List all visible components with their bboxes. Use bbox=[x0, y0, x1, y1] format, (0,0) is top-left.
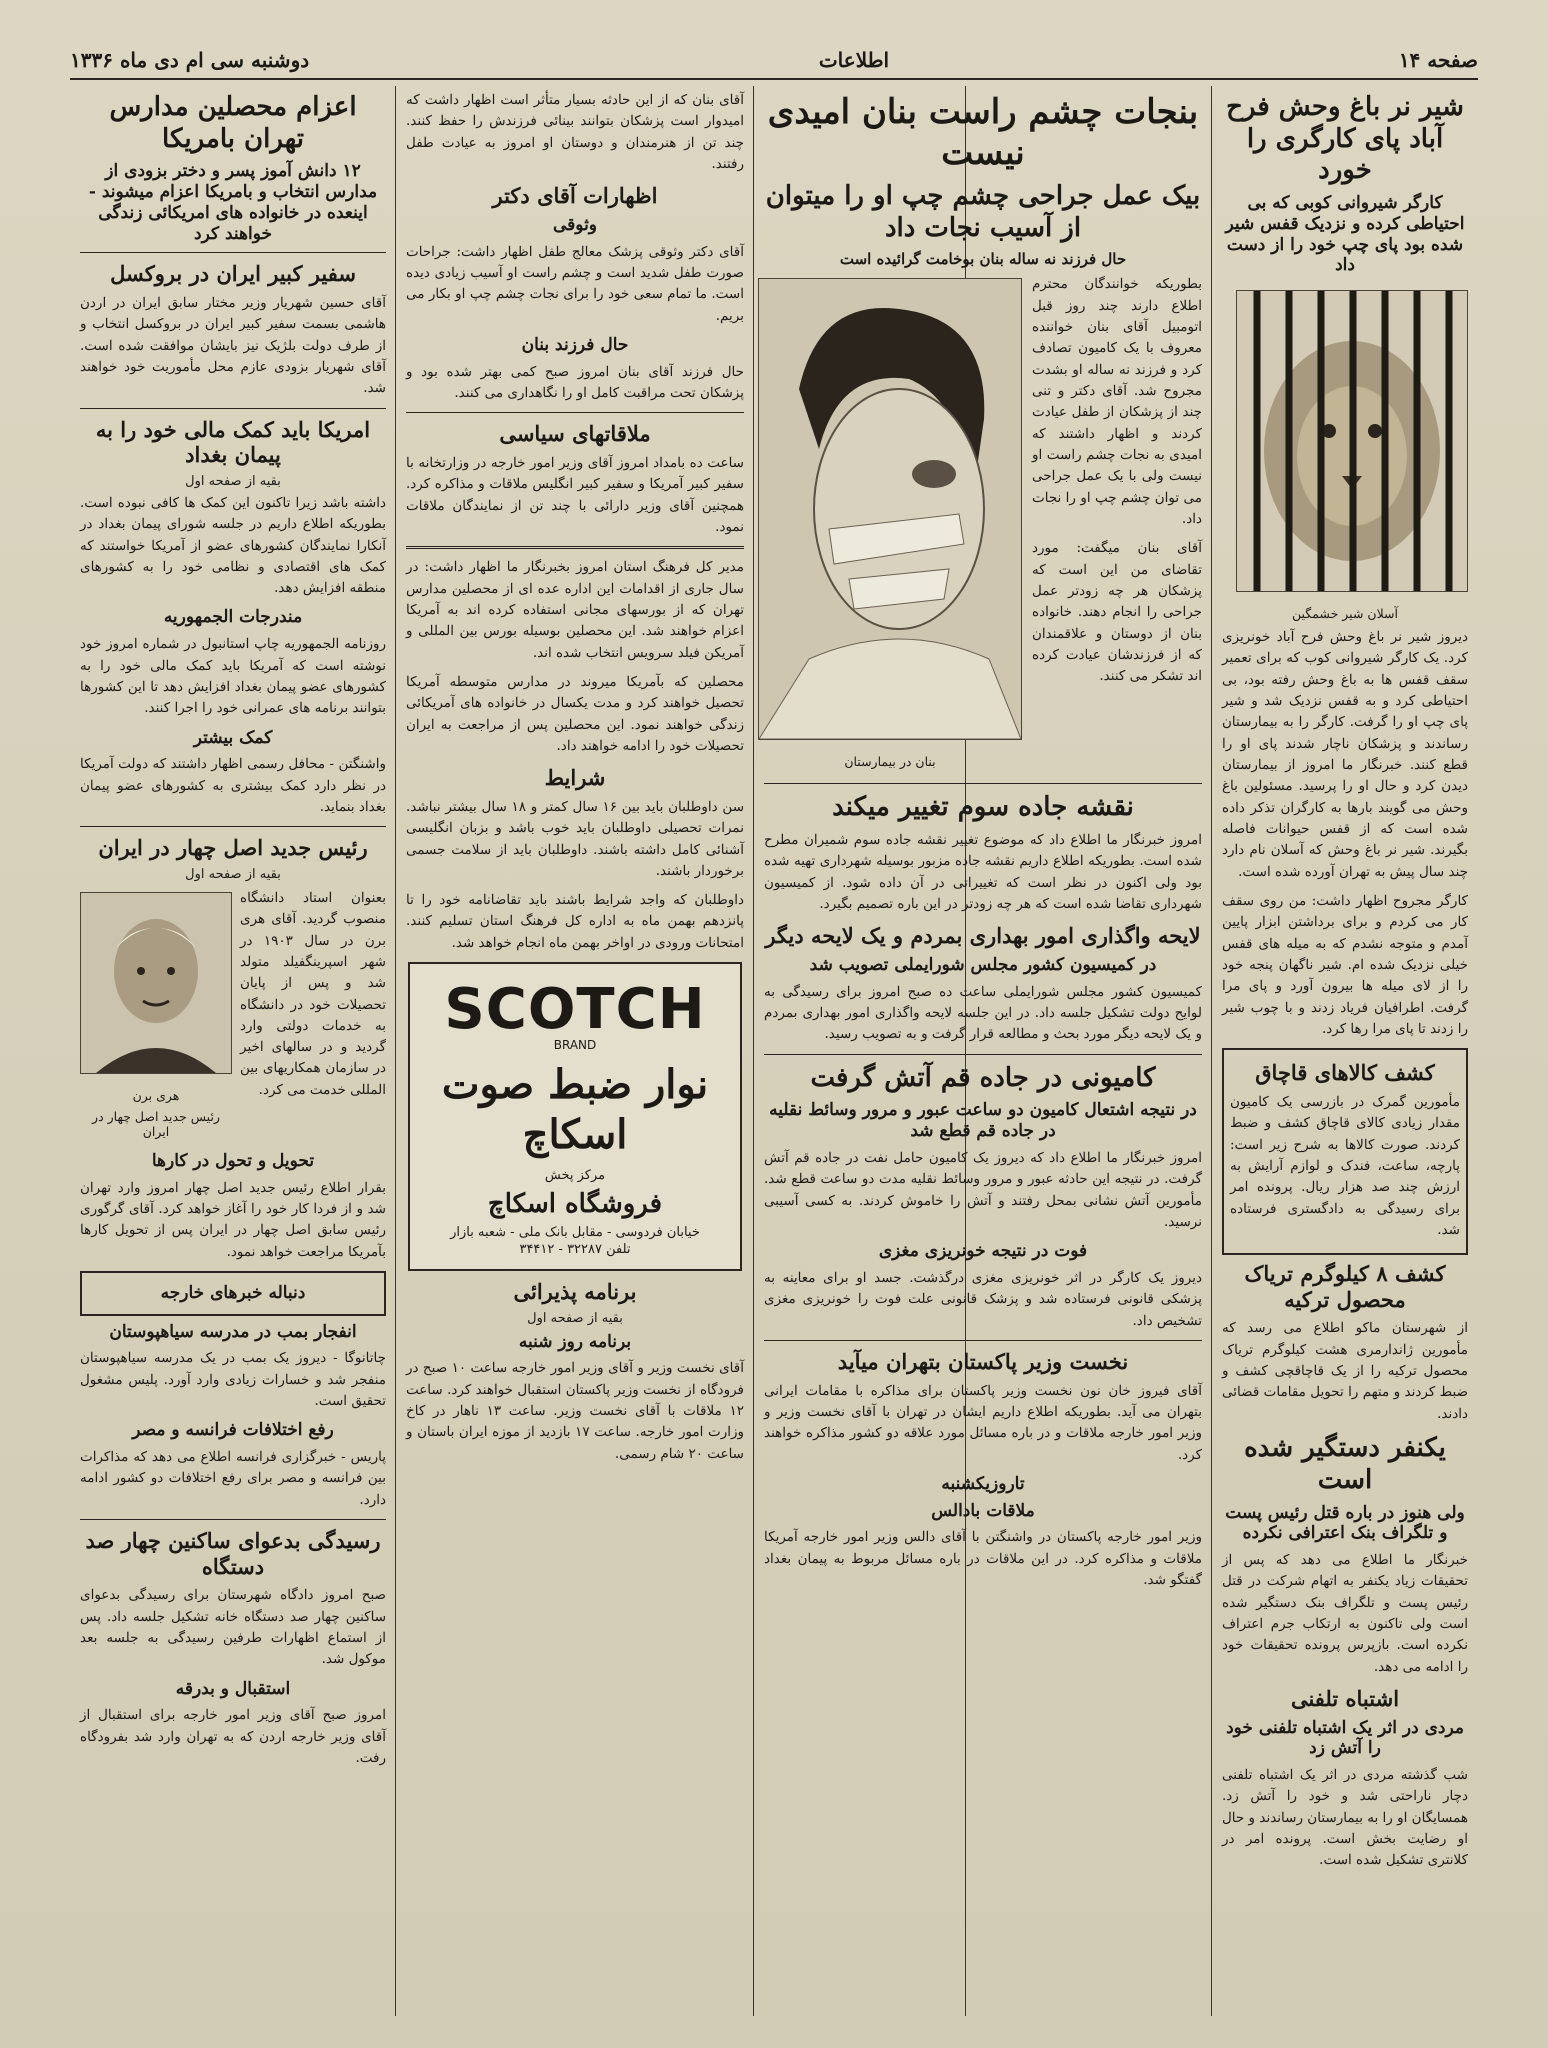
meetings-body: وزیر امور خارجه پاکستان در واشنگتن با آقای دالس وزیر امور خارجه آمریکا ملاقات و مذاکره کرد. در این ملاقات در باره مسائل مربوط به پیمان بغداد گفتگو شد. bbox=[764, 1529, 1202, 1588]
program-sub: بقیه از صفحه اول bbox=[527, 1310, 623, 1326]
reception-headline: تاروزیکشنبه bbox=[941, 1473, 1025, 1494]
smuggling-box bbox=[1222, 1048, 1468, 1255]
point-four-photo-wrap bbox=[80, 884, 232, 1145]
foreign-news-headline: دنباله خبرهای خارجه bbox=[160, 1282, 306, 1303]
harry-brown-caption-2: رئیس جدید اصل چهار در ایران bbox=[92, 1108, 220, 1139]
column-right-center bbox=[396, 86, 754, 2016]
divider bbox=[80, 826, 386, 827]
arrest-headline: یکنفر دستگیر شده است bbox=[1244, 1433, 1446, 1495]
students-subheadline: ۱۲ دانش آموز پسر و دختر بزودی از مدارس انتخاب و بامریکا اعزام میشوند - اینعده در خانواده های امریکائی زندگی خواهند کرد bbox=[88, 161, 378, 244]
fire-subheadline: در نتیجه اشتعال کامیون دو ساعت عبور و مرور وسائط نقلیه در جاده قم قطع شد bbox=[769, 1100, 1197, 1142]
column-lion-story bbox=[1212, 86, 1478, 2016]
divider bbox=[406, 412, 744, 413]
paper-name: اطلاعات bbox=[818, 48, 890, 72]
baghdad-sub: بقیه از صفحه اول bbox=[185, 473, 281, 489]
fire-headline: کامیونی در جاده قم آتش گرفت bbox=[810, 1062, 1156, 1093]
smuggling-headline: کشف کالاهای قاچاق bbox=[1255, 1060, 1435, 1086]
doctor-headline-2: وثوقی bbox=[552, 214, 598, 235]
banan-kicker: حال فرزند نه ساله بنان بوخامت گرائیده است bbox=[839, 250, 1127, 269]
point-four-text bbox=[240, 884, 386, 1145]
point-four-body: بعنوان استاد دانشگاه منصوب گردید. آقای هری برن در سال ۱۹۰۳ در شهر اسپرینگفیلد متولد شد و پس از پایان تحصیلات خود در دانشگاه به خدمات دولتی وارد گردید و در سالهای اخیر در سازمان همکاریهای بین المللی خدمت می کرد. bbox=[240, 889, 386, 1098]
roads-body: امروز خبرنگار ما اطلاع داد که موضوع تغییر نقشه جاده سوم شمیران مطرح شده است. بطوریکه اطلاع داریم نقشه جاده مزبور بوسیله شهرداری تهیه شده بود ولی اکنون در نظر است که تغییراتی در آن داده شود. از کمیسیون شهرداری تقاضا شده است که هر چه زودتر در این باره تصمیم بگیرد. bbox=[764, 832, 1202, 913]
doctor-headline: اظهارات آقای دکتر bbox=[492, 183, 658, 209]
divider bbox=[80, 252, 386, 253]
banan-subheadline: بیک عمل جراحی چشم چپ او را میتوان از آسیب نجات داد bbox=[765, 180, 1201, 243]
roads-headline: نقشه جاده سوم تغییر میکند bbox=[832, 792, 1134, 823]
arrest-subheadline: ولی هنوز در باره قتل رئیس پست و تلگراف بنک اعترافی نکرده bbox=[1225, 1502, 1465, 1544]
arrest-body: خبرنگار ما اطلاع می دهد که پس از تحقیقات زیاد یکنفر به اتهام شرکت در قتل رئیس پست و تلگراف بنک دستگیر شده است ولی تاکنون به ارتکاب جرم اعتراف نکرده است. بازپرس پرونده تحقیقات خود را ادامه می دهد. bbox=[1222, 1552, 1468, 1675]
banan-photo-wrap bbox=[758, 270, 1022, 775]
ambassador-body: آقای حسین شهریار وزیر مختار سابق ایران در اردن هاشمی بسمت سفیر کبیر ایران در بروکسل انتخاب و از طرف دولت بلژیک نیز بایشان موافقت شده است. آقای شهریار بزودی عازم محل مأموریت خود خواهند شد. bbox=[80, 294, 386, 397]
harry-brown-photo bbox=[80, 892, 232, 1074]
ad-distribution: مرکز پخش bbox=[544, 1168, 606, 1184]
child-headline: حال فرزند بنان bbox=[521, 334, 629, 355]
fire-body: امروز خبرنگار ما اطلاع داد که دیروز یک کامیون حامل نفت در جاده قم آتش گرفت. در نتیجه این حادثه عبور و مرور وسائط نقلیه مدت دو ساعت قطع شد. مأمورین آتش نشانی بمحل رفتند و آتش را خاموش کردند. به کسی آسیبی نرسید. bbox=[764, 1149, 1202, 1230]
rules-body-2: داوطلبان که واجد شرایط باشند باید تقاضانامه خود را تا پانزدهم بهمن ماه به اداره کل فرهنگ استان تسلیم کنند. امتحانات ورودی در اواخر بهمن ماه انجام خواهد شد. bbox=[406, 892, 744, 951]
divider bbox=[764, 1340, 1202, 1341]
ad-brand: BRAND bbox=[553, 1038, 597, 1053]
court-body: صبح امروز دادگاه شهرستان برای رسیدگی بدعوای ساکنین چهار صد دستگاه خانه تشکیل جلسه داد. پس از استماع اظهارات طرفین رسیدگی به جلسه بعد موکول شد. bbox=[80, 1587, 386, 1668]
banan-top-block bbox=[764, 270, 1202, 775]
transfers-body: بقرار اطلاع رئیس جدید اصل چهار امروز وارد تهران شد و از فردا کار خود را آغاز خواهد کرد. آقای گرگوری رئیس سابق اصل چهار در ایران پس از تحویل کارها بآمریکا مراجعت خواهد نمود. bbox=[80, 1179, 386, 1260]
baghdad-headline: امریکا باید کمک مالی خود را به پیمان بغداد bbox=[95, 416, 371, 468]
divider bbox=[80, 1519, 386, 1520]
lion-photo bbox=[1236, 290, 1468, 592]
rules-body: سن داوطلبان باید بین ۱۶ سال کمتر و ۱۸ سال بیشتر نباشد. نمرات تحصیلی داوطلبان باید خوب باشد و بزبان انگلیسی آشنائی کامل داشته باشند. داوطلبان باید از سلامت جسمی برخوردار باشند. bbox=[406, 798, 744, 879]
contents-headline: مندرجات الجمهوریه bbox=[163, 607, 303, 628]
opium-headline: کشف ۸ کیلوگرم تریاک محصول ترکیه bbox=[1244, 1261, 1446, 1312]
harry-brown-caption: هری برن bbox=[132, 1087, 180, 1103]
lion-body-2: کارگر مجروح اظهار داشت: من روی سقف کار می کردم و برای برداشتن ابزار پایین آمدم و متوجه نشدم که به میله های قفس خیلی نزدیک شده ام. شیر ناگهان پنجه خود را از لای میله ها بیرون آورد و پای مرا گرفت. اطرافیان فریاد زدند و با چوب شیر را زدند تا پای مرا رها کرد. bbox=[1222, 893, 1468, 1037]
ad-address: خیابان فردوسی - مقابل بانک ملی - شعبه بازار bbox=[450, 1225, 700, 1241]
program-label: برنامه روز شنبه bbox=[518, 1331, 632, 1352]
contents-body: روزنامه الجمهوریه چاپ استانبول در شماره امروز خود نوشته است که آمریکا باید کمک مالی خود را به کشورهای عضو پیمان بغداد افزایش دهد تا این کشورها بتوانند برنامه های عمرانی خود را اجرا کنند. bbox=[80, 636, 386, 717]
banan-body-top: بطوریکه خوانندگان محترم اطلاع دارند چند روز قبل اتومبیل آقای بنان خواننده معروف با یک کامیون تصادف کرد و فرزند نه ساله او بشدت مجروح شد. آقای دکتر و تنی چند از پزشکان از طفل عیادت کردند و اظهار داشتند که امیدی به نجات چشم راست او نیست ولی با یک عمل جراحی می توان چشم چپ او را نجات داد. bbox=[1032, 276, 1202, 527]
banan-child-photo bbox=[758, 278, 1022, 740]
divider bbox=[764, 783, 1202, 784]
death-headline: فوت در نتیجه خونریزی مغزی bbox=[878, 1241, 1088, 1262]
pm-headline: نخست وزیر پاکستان بتهران میآید bbox=[837, 1348, 1129, 1374]
point-four-sub: بقیه از صفحه اول bbox=[185, 866, 281, 882]
banan-photo-caption: بنان در بیمارستان bbox=[844, 754, 936, 770]
law-body: کمیسیون کشور مجلس شورایملی ساعت ده صبح امروز برای رسیدگی به لوایح دولت تشکیل جلسه داد. در این جلسه لایحه واگذاری امور بهداری بمردم و یک لایحه دیگر مورد بحث و مطالعه قرار گرفت و به تصویب رسید. bbox=[764, 983, 1202, 1043]
lion-photo-caption: آسلان شیر خشمگین bbox=[1292, 606, 1398, 622]
ad-phone: تلفن ۳۲۲۸۷ - ۳۴۴۱۲ bbox=[519, 1242, 631, 1258]
divider bbox=[406, 546, 744, 549]
rules-headline: شرایط bbox=[544, 765, 606, 791]
divider bbox=[80, 408, 386, 409]
banan-body-continued: آقای بنان که از این حادثه بسیار متأثر است اظهار داشت که امیدوار است پزشکان بتوانند بینائی فرزندش را حفظ کنند. چند تن از هنرمندان و دوستان او امروز به عیادت طفل رفتند. bbox=[406, 92, 744, 172]
welcome-body: امروز صبح آقای وزیر امور خارجه برای استقبال از آقای وزیر خارجه اردن که به تهران وارد شد بفرودگاه رفت. bbox=[80, 1707, 386, 1766]
political-meetings-body: ساعت ده بامداد امروز آقای وزیر امور خارجه در وزارتخانه با سفیر کبیر آمریکا و سفیر کبیر انگلیس ملاقات و مذاکره کرد. همچنین آقای وزیر دارائی با چند تن از نمایندگان ملاقات نمود. bbox=[406, 454, 744, 535]
explosion-body: چاتانوگا - دیروز یک بمب در یک مدرسه سیاهپوستان منفجر شد و خسارات زیادی وارد آورد. پلیس مشغول تحقیق است. bbox=[80, 1350, 386, 1410]
smuggling-body: مأمورین گمرک در بازرسی یک کامیون مقدار زیادی کالای قاچاق کشف و ضبط کردند. صورت کالاها به شرح زیر است: پارچه، ساعت، فندک و لوازم آرایش به ارزش چند صد هزار ریال. پرونده امر برای رسیدگی به دادگستری فرستاده شد. bbox=[1230, 1093, 1460, 1238]
ad-title: نوار ضبط صوت اسکاچ bbox=[441, 1061, 709, 1159]
disputes-headline: رفع اختلافات فرانسه و مصر bbox=[132, 1420, 334, 1441]
political-meetings-headline: ملاقاتهای سیاسی bbox=[499, 421, 651, 447]
students-paragraph-2: محصلین که بآمریکا میروند در مدارس متوسطه آمریکا تحصیل خواهند کرد و مدت یکسال در خانواده های آمریکائی زندگی خواهند نمود. این محصلین پس از مراجعت به ایران تحصیلات خود را ادامه خواهند داد. bbox=[406, 673, 744, 754]
students-headline: اعزام محصلین مدارس تهران بامریکا bbox=[109, 92, 357, 154]
lion-subheadline: کارگر شیروانی کوبی که بی احتیاطی کرده و نزدیک قفس شیر شده بود پای چپ خود را از دست داد bbox=[1225, 193, 1465, 276]
lion-headline: شیر نر باغ وحش فرح آباد پای کارگری را خورد bbox=[1226, 92, 1464, 186]
column-banan-story bbox=[754, 86, 1212, 2016]
child-body: حال فرزند آقای بنان امروز صبح کمی بهتر شده بود و پزشکان تحت مراقبت کامل او را نگاهداری می کنند. bbox=[406, 363, 744, 402]
point-four-block bbox=[80, 884, 386, 1145]
doctor-body: آقای دکتر وثوقی پزشک معالج طفل اظهار داشت: جراحات صورت طفل شدید است و چشم راست او آسیب زیادی دیده است. ما تمام سعی خود را برای نجات چشم چپ او بکار می بریم. bbox=[406, 243, 744, 324]
baghdad-body: داشته باشد زیرا تاکنون این کمک ها کافی نبوده است. بطوریکه اطلاع داریم در جلسه شورای پیمان بغداد در آنکارا نمایندگان کشورهای عضو از آمریکا خواستند که کمک های اقتصادی و نظامی خود را به کشورهای منطقه افزایش دهد. bbox=[80, 494, 386, 597]
law-headline: لایحه واگذاری امور بهداری بمردم و یک لایحه دیگر bbox=[765, 923, 1201, 949]
scotch-ad bbox=[408, 962, 742, 1271]
welcome-headline: استقبال و بدرقه bbox=[175, 1678, 291, 1699]
help-body: واشنگتن - محافل رسمی اظهار داشتند که دولت آمریکا در نظر دارد کمک بیشتری به کشورهای عضو پیمان بغداد بنماید. bbox=[80, 756, 386, 815]
ad-scotch-logo: SCOTCH bbox=[444, 977, 706, 1043]
explosion-headline: انفجار بمب در مدرسه سیاهپوستان bbox=[109, 1321, 357, 1342]
divider bbox=[764, 1054, 1202, 1055]
students-paragraph-1: مدیر کل فرهنگ استان امروز بخبرنگار ما اظهار داشت: در سال جاری از اقدامات این اداره عده ای از محصلین مدارس تهران که از بورسهای مجانی استفاده کرده اند به آمریکا اعزام خواهند شد. این محصلین بوسیله بورس بین المللی و آمریکن فیلد سرویس انتخاب شده اند. bbox=[406, 559, 744, 661]
banan-top-text bbox=[1032, 270, 1202, 775]
program-body: آقای نخست وزیر و آقای وزیر امور خارجه ساعت ۱۰ صبح در فرودگاه از نخست وزیر پاکستان استقبال خواهند کرد. ساعت ۱۲ ملاقات با آقای نخست وزیر. ساعت ۱۳ ناهار در کاخ وزارت امور خارجه. ساعت ۱۷ بازدید از موزه ایران باستان و ساعت ۲۰ شام رسمی. bbox=[406, 1360, 745, 1462]
lion-body: دیروز شیر نر باغ وحش فرح آباد خونریزی کرد. یک کارگر شیروانی کوب که برای تعمیر سقف قفس ها به باغ وحش رفته بود، بی احتیاطی کرد و به قفس نزدیک شد و شیر پای چپ او را گرفت. کارگر را به بیمارستان رساندند و پزشکان ناچار شدند پای او را قطع کنند. خبرنگار ما امروز از بیمارستان دیدن کرد و حال او را پرسید. مسئولین باغ وحش می گویند بارها به کارگران تذکر داده شده است که از قفس حیوانات فاصله بگیرند. شیر نر باغ وحش که آسلان نام دارد چند سال پیش به تهران آورده شده است. bbox=[1222, 629, 1468, 880]
court-headline: رسیدگی بدعوای ساکنین چهار صد دستگاه bbox=[85, 1528, 381, 1579]
meetings-headline: ملاقات بادالس bbox=[931, 1500, 1035, 1521]
disputes-body: پاریس - خبرگزاری فرانسه اطلاع می دهد که مذاکرات بین فرانسه و مصر برای رفع اختلافات دو کشور ادامه دارد. bbox=[80, 1449, 386, 1508]
banan-body-right: آقای بنان میگفت: مورد تقاضای من این است که پزشکان هر چه زودتر عمل جراحی را انجام دهند. خانواده بنان از دوستان و علاقمندان که از فرزندشان عیادت کرده اند تشکر می کنند. bbox=[1032, 540, 1202, 685]
foreign-news-box bbox=[80, 1271, 386, 1316]
law-subheadline: در کمیسیون کشور مجلس شورایملی تصویب شد bbox=[809, 955, 1157, 976]
transfers-headline: تحویل و تحول در کارها bbox=[151, 1150, 315, 1171]
opium-body: از شهرستان ماکو اطلاع می رسد که مأمورین ژاندارمری هشت کیلوگرم تریاک محصول ترکیه را از یک قاچاقچی کشف و ضبط کردند و متهم را تحویل مقامات قضائی دادند. bbox=[1222, 1320, 1468, 1422]
phone-headline: اشتباه تلفنی bbox=[1290, 1685, 1400, 1711]
ad-store: فروشگاه اسکاچ bbox=[487, 1189, 663, 1220]
death-body: دیروز یک کارگر در اثر خونریزی مغزی درگذشت. جسد او برای معاینه به پزشکی قانونی فرستاده شد و پزشک قانونی علت فوت را خونریزی مغزی تشخیص داد. bbox=[764, 1269, 1202, 1329]
program-headline: برنامه پذیرائی bbox=[513, 1279, 637, 1305]
phone-subheadline: مردی در اثر یک اشتباه تلفنی خود را آتش زد bbox=[1226, 1717, 1464, 1759]
pm-body: آقای فیروز خان نون نخست وزیر پاکستان برای مذاکره با مقامات ایرانی بتهران می آید. بطوریکه اطلاع داریم ایشان در تهران با آقای نخست وزیر و وزیر امور خارجه ملاقات و در باره مسائل مورد علاقه دو کشور مذاکره خواهند کرد. bbox=[764, 1382, 1202, 1463]
help-headline: کمک بیشتر bbox=[193, 727, 273, 748]
page-number: صفحه ۱۴ bbox=[1398, 48, 1478, 72]
phone-body: شب گذشته مردی در اثر یک اشتباه تلفنی دچار ناراحتی شد و خود را آتش زد. همسایگان او را به بیمارستان رساندند و حال او رضایت بخش است. پرونده امر در کلانتری تشکیل شده است. bbox=[1222, 1767, 1468, 1869]
masthead bbox=[70, 42, 1478, 80]
issue-date: دوشنبه سی ام دی ماه ۱۳۳۶ bbox=[70, 48, 310, 72]
column-left bbox=[70, 86, 396, 2016]
ambassador-headline: سفیر کبیر ایران در بروکسل bbox=[110, 261, 356, 287]
point-four-headline: رئیس جدید اصل چهار در ایران bbox=[98, 835, 368, 861]
banan-headline: بنجات چشم راست بنان امیدی نیست bbox=[767, 92, 1199, 174]
